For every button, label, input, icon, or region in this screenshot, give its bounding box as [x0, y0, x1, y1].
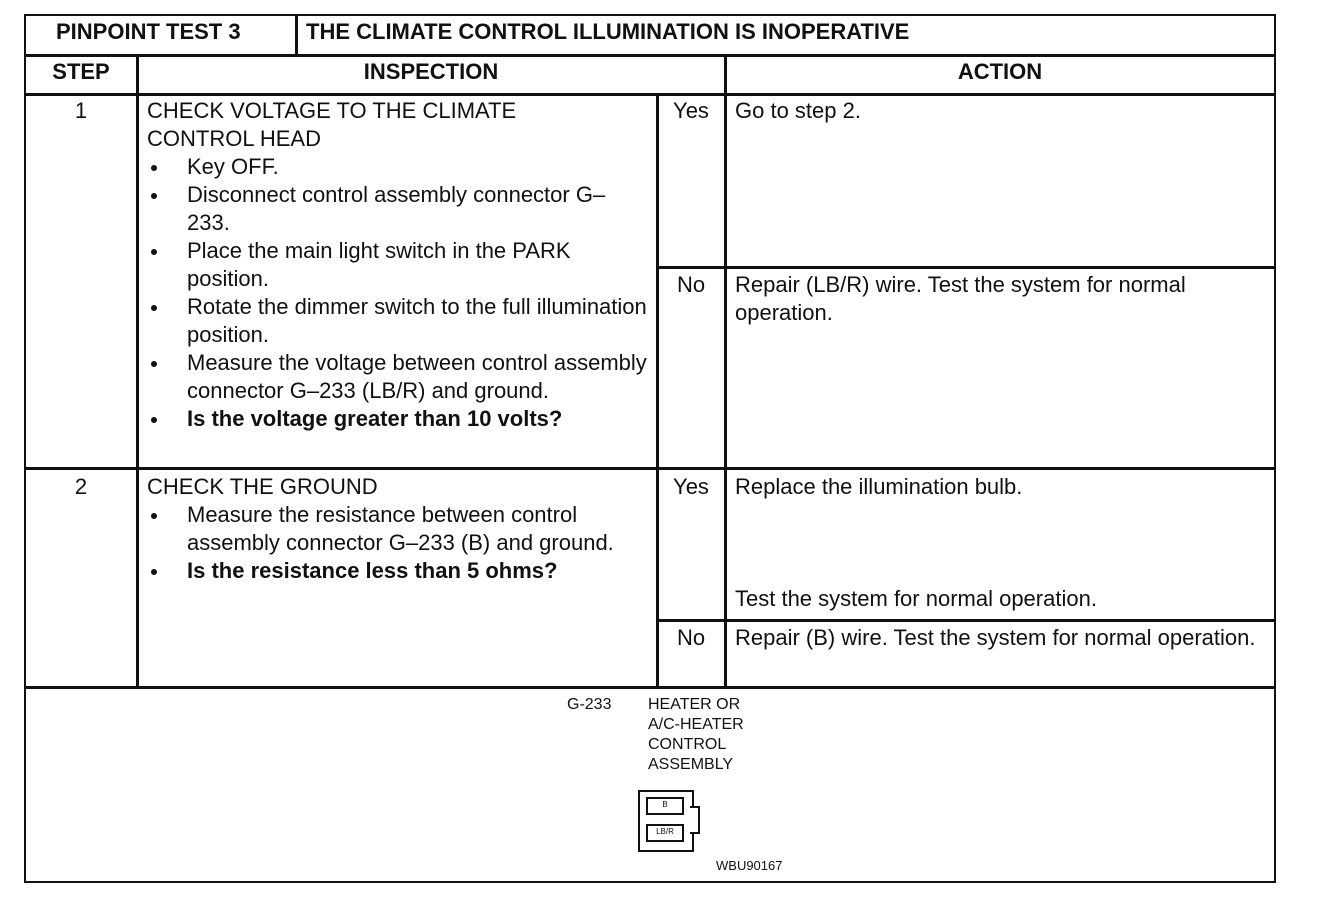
- column-header-inspection: INSPECTION: [363, 59, 499, 84]
- divider-step-1: [24, 467, 1276, 470]
- inspection-bullet: Key OFF.: [147, 153, 647, 181]
- connector-description-line: HEATER OR: [648, 696, 741, 713]
- connector-latch: [690, 806, 700, 834]
- figure-code: WBU90167: [716, 858, 783, 873]
- connector-description-line: A/C-HEATER: [648, 716, 744, 733]
- step-number: 1: [74, 98, 88, 123]
- test-id: PINPOINT TEST 3: [56, 19, 241, 44]
- connector-description: [648, 695, 808, 775]
- step-title: CHECK THE GROUND: [147, 474, 378, 499]
- no-action: Repair (B) wire. Test the system for normal operation.: [735, 625, 1256, 650]
- inspection-question: Is the resistance less than 5 ohms?: [147, 557, 647, 585]
- divider-column-header: [24, 93, 1276, 96]
- inspection-bullet: Measure the resistance between control assembly connector G–233 (B) and ground.: [147, 501, 647, 557]
- connector-id: G-233: [567, 696, 612, 713]
- inspection-bullet: Measure the voltage between control assembly connector G–233 (LB/R) and ground.: [147, 349, 647, 405]
- divider-title: [24, 54, 1276, 57]
- no-label: No: [676, 272, 706, 297]
- divider-step2-yes-no: [656, 619, 1276, 622]
- inspection-bullet: Disconnect control assembly connector G–233.: [147, 181, 647, 237]
- connector-description-line: CONTROL: [648, 736, 727, 753]
- connector-pin-b: B: [646, 797, 684, 815]
- yes-label: Yes: [673, 98, 709, 123]
- inspection-question: Is the voltage greater than 10 volts?: [147, 405, 647, 433]
- divider-yes-no-column: [656, 94, 659, 687]
- divider-step1-yes-no: [656, 266, 1276, 269]
- connector-pin-lbr: LB/R: [646, 824, 684, 842]
- column-header-action: ACTION: [957, 59, 1043, 84]
- step-number: 2: [74, 474, 88, 499]
- yes-action: Go to step 2.: [735, 98, 861, 123]
- connector-description-line: ASSEMBLY: [648, 756, 734, 773]
- divider-step-column: [136, 55, 139, 687]
- divider-title-cells: [295, 14, 298, 55]
- step-inspection: [147, 473, 647, 585]
- yes-action-line-2: Test the system for normal operation.: [735, 586, 1097, 611]
- step-title: CHECK VOLTAGE TO THE CLIMATE CONTROL HEAD: [147, 98, 517, 151]
- step-inspection: [147, 97, 647, 433]
- no-label: No: [676, 625, 706, 650]
- divider-step-2: [24, 686, 1276, 689]
- yes-label: Yes: [673, 474, 709, 499]
- yes-action-line-1: Replace the illumination bulb.: [735, 474, 1023, 499]
- no-action: Repair (LB/R) wire. Test the system for normal operation.: [735, 272, 1186, 325]
- inspection-bullet: Rotate the dimmer switch to the full illumination position.: [147, 293, 647, 349]
- test-title: THE CLIMATE CONTROL ILLUMINATION IS INOPERATIVE: [306, 19, 910, 44]
- column-header-step: STEP: [52, 59, 110, 84]
- inspection-bullet: Place the main light switch in the PARK position.: [147, 237, 647, 293]
- divider-action-column: [724, 55, 727, 687]
